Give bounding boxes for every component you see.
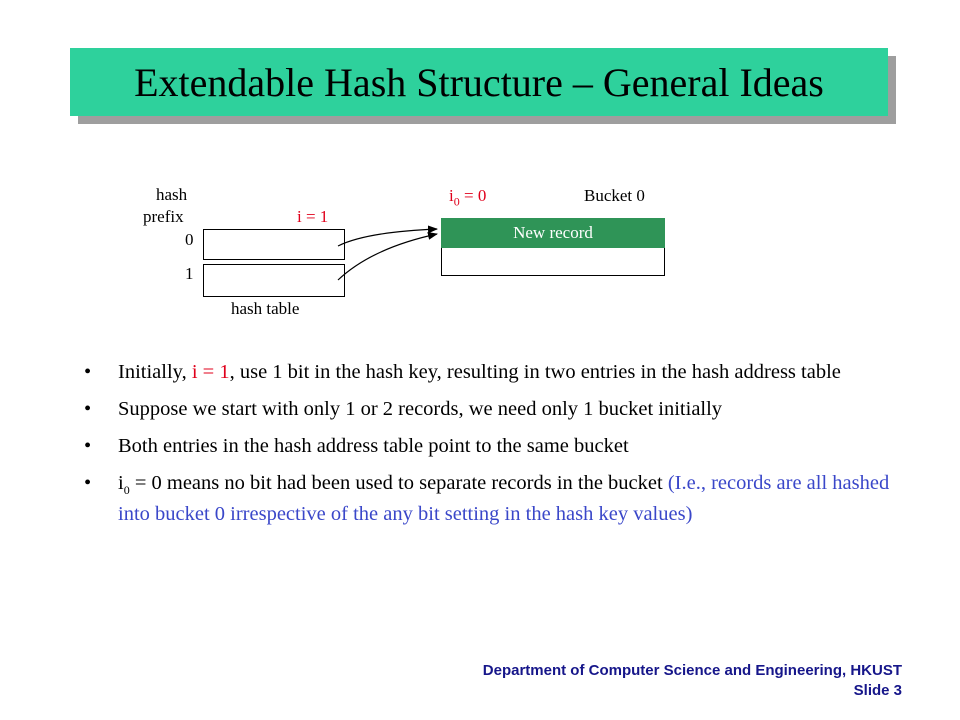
global-depth-label: i = 1 xyxy=(297,207,329,226)
prefix-label: prefix xyxy=(143,207,184,226)
hash-table-label: hash table xyxy=(231,299,300,318)
footer-department: Department of Computer Science and Engineering, HKUST xyxy=(482,662,902,679)
local-depth-label: $i_0 = 0$ xyxy=(449,186,487,209)
row-label-0: 0 xyxy=(185,230,194,249)
bullet-item-3: • Both entries in the hash address table point to the same bucket xyxy=(84,434,914,458)
bucket-label: Bucket 0 xyxy=(584,186,645,205)
pointer-arrows xyxy=(0,0,960,330)
new-record-slot: New record xyxy=(441,218,665,248)
hash-diagram xyxy=(0,0,960,330)
bullet-item-1: • Initially, i = 1, use 1 bit in the hash key, resulting in two entries in the hash address table xyxy=(84,360,914,384)
row-label-1: 1 xyxy=(185,264,194,283)
hash-label: hash xyxy=(156,185,188,204)
slide-title: Extendable Hash Structure – General Ideas xyxy=(134,59,824,105)
slide-number: Slide 3 xyxy=(853,682,902,699)
bullet-list xyxy=(84,360,914,539)
footer xyxy=(483,661,902,701)
bullet-item-4: • $i_0 = 0$ means no bit had been used to separate records in the bucket (I.e., records are all hashed into bucket 0 irrespective of the any bit setting in the hash key values) xyxy=(84,471,914,526)
pointer-arrow-1 xyxy=(338,234,437,280)
bullet-item-2: • Suppose we start with only 1 or 2 records, we need only 1 bucket initially xyxy=(84,397,914,421)
